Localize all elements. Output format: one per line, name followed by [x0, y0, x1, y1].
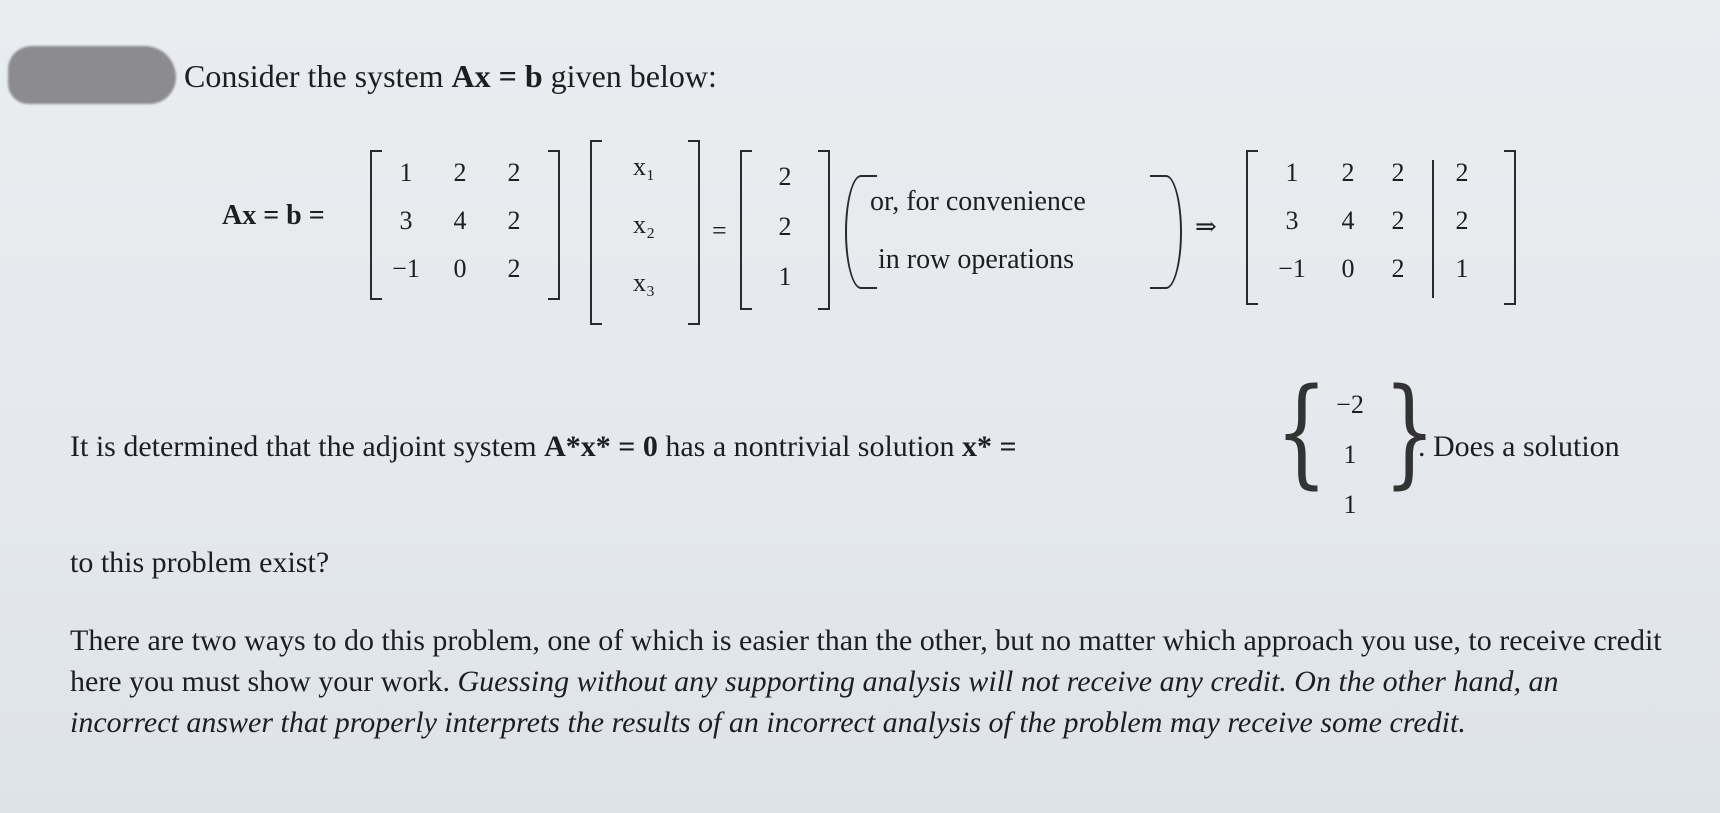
xstar-cell: 1	[1343, 490, 1357, 519]
matrix-a-cell: 0	[453, 254, 467, 283]
vector-b-cell: 2	[778, 212, 792, 241]
implies-arrow: ⇒	[1195, 212, 1217, 241]
aug-cell: 2	[1455, 158, 1469, 187]
aug-cell: 3	[1285, 206, 1299, 235]
aug-cell: −1	[1278, 254, 1306, 283]
aug-cell: 2	[1391, 254, 1405, 283]
adjoint-sentence	[70, 430, 1017, 464]
vector-x	[590, 140, 700, 325]
vector-b-cell: 1	[778, 262, 792, 291]
aug-cell: 1	[1455, 254, 1469, 283]
intro-prefix: Consider the system	[184, 58, 452, 94]
xstar-cell: −2	[1336, 390, 1364, 419]
intro-suffix: given below:	[542, 58, 717, 94]
adjoint-text-2: has a nontrivial solution	[657, 430, 962, 463]
aug-cell: 1	[1285, 158, 1299, 187]
note-paren-right	[1150, 175, 1182, 289]
matrix-a-cell: 2	[507, 254, 521, 283]
matrix-a-cell: 1	[399, 158, 413, 187]
redaction-smudge	[8, 46, 176, 104]
lhs-label: Ax = b =	[222, 200, 325, 231]
aug-cell: 2	[1455, 206, 1469, 235]
vector-x-cell: x₁	[632, 152, 656, 181]
adjoint-equation: A*x* = 0	[544, 430, 658, 463]
vector-b-cell: 2	[778, 162, 792, 191]
intro-equation: Ax = b	[451, 58, 543, 94]
aug-cell: 2	[1391, 206, 1405, 235]
xstar-cell: 1	[1343, 440, 1357, 469]
aug-cell: 2	[1341, 158, 1355, 187]
matrix-a-cell: 2	[507, 158, 521, 187]
instructions-normal: There are two ways to do this problem, one of which is easier than the other, but no matter which approach you use, to receive credit here you must show your work.	[70, 624, 1662, 698]
note-line-1: or, for convenience	[870, 186, 1086, 217]
matrix-a-cell: 2	[453, 158, 467, 187]
equals-sign: =	[712, 216, 727, 245]
vector-x-cell: x₃	[632, 268, 656, 297]
matrix-a	[370, 150, 560, 300]
matrix-a-cell: 3	[399, 206, 413, 235]
matrix-a-cell: 2	[507, 206, 521, 235]
vector-b	[740, 150, 830, 310]
instructions-paragraph	[70, 620, 1670, 743]
matrix-a-cell: 4	[453, 206, 467, 235]
adjoint-text-1: It is determined that the adjoint system	[70, 430, 545, 463]
instructions-italic: Guessing without any supporting analysis will not receive any credit. On the other hand, an incorrect answer that properly interprets the results of an incorrect analysis of the problem may receive some credit.	[70, 665, 1559, 739]
aug-cell: 4	[1341, 206, 1355, 235]
xstar-label: x* =	[961, 430, 1017, 463]
vector-x-cell: x₂	[632, 210, 656, 239]
left-brace: {	[1275, 362, 1328, 500]
adjoint-tail: . Does a solution	[1418, 430, 1620, 463]
aug-cell: 0	[1341, 254, 1355, 283]
matrix-a-cell: −1	[392, 254, 420, 283]
right-brace: }	[1383, 362, 1436, 500]
intro-line	[184, 58, 717, 95]
aug-cell: 2	[1391, 158, 1405, 187]
note-line-2: in row operations	[878, 244, 1074, 275]
question-line: to this problem exist?	[70, 546, 330, 579]
augment-divider	[1432, 160, 1434, 298]
augmented-matrix	[1246, 150, 1516, 305]
